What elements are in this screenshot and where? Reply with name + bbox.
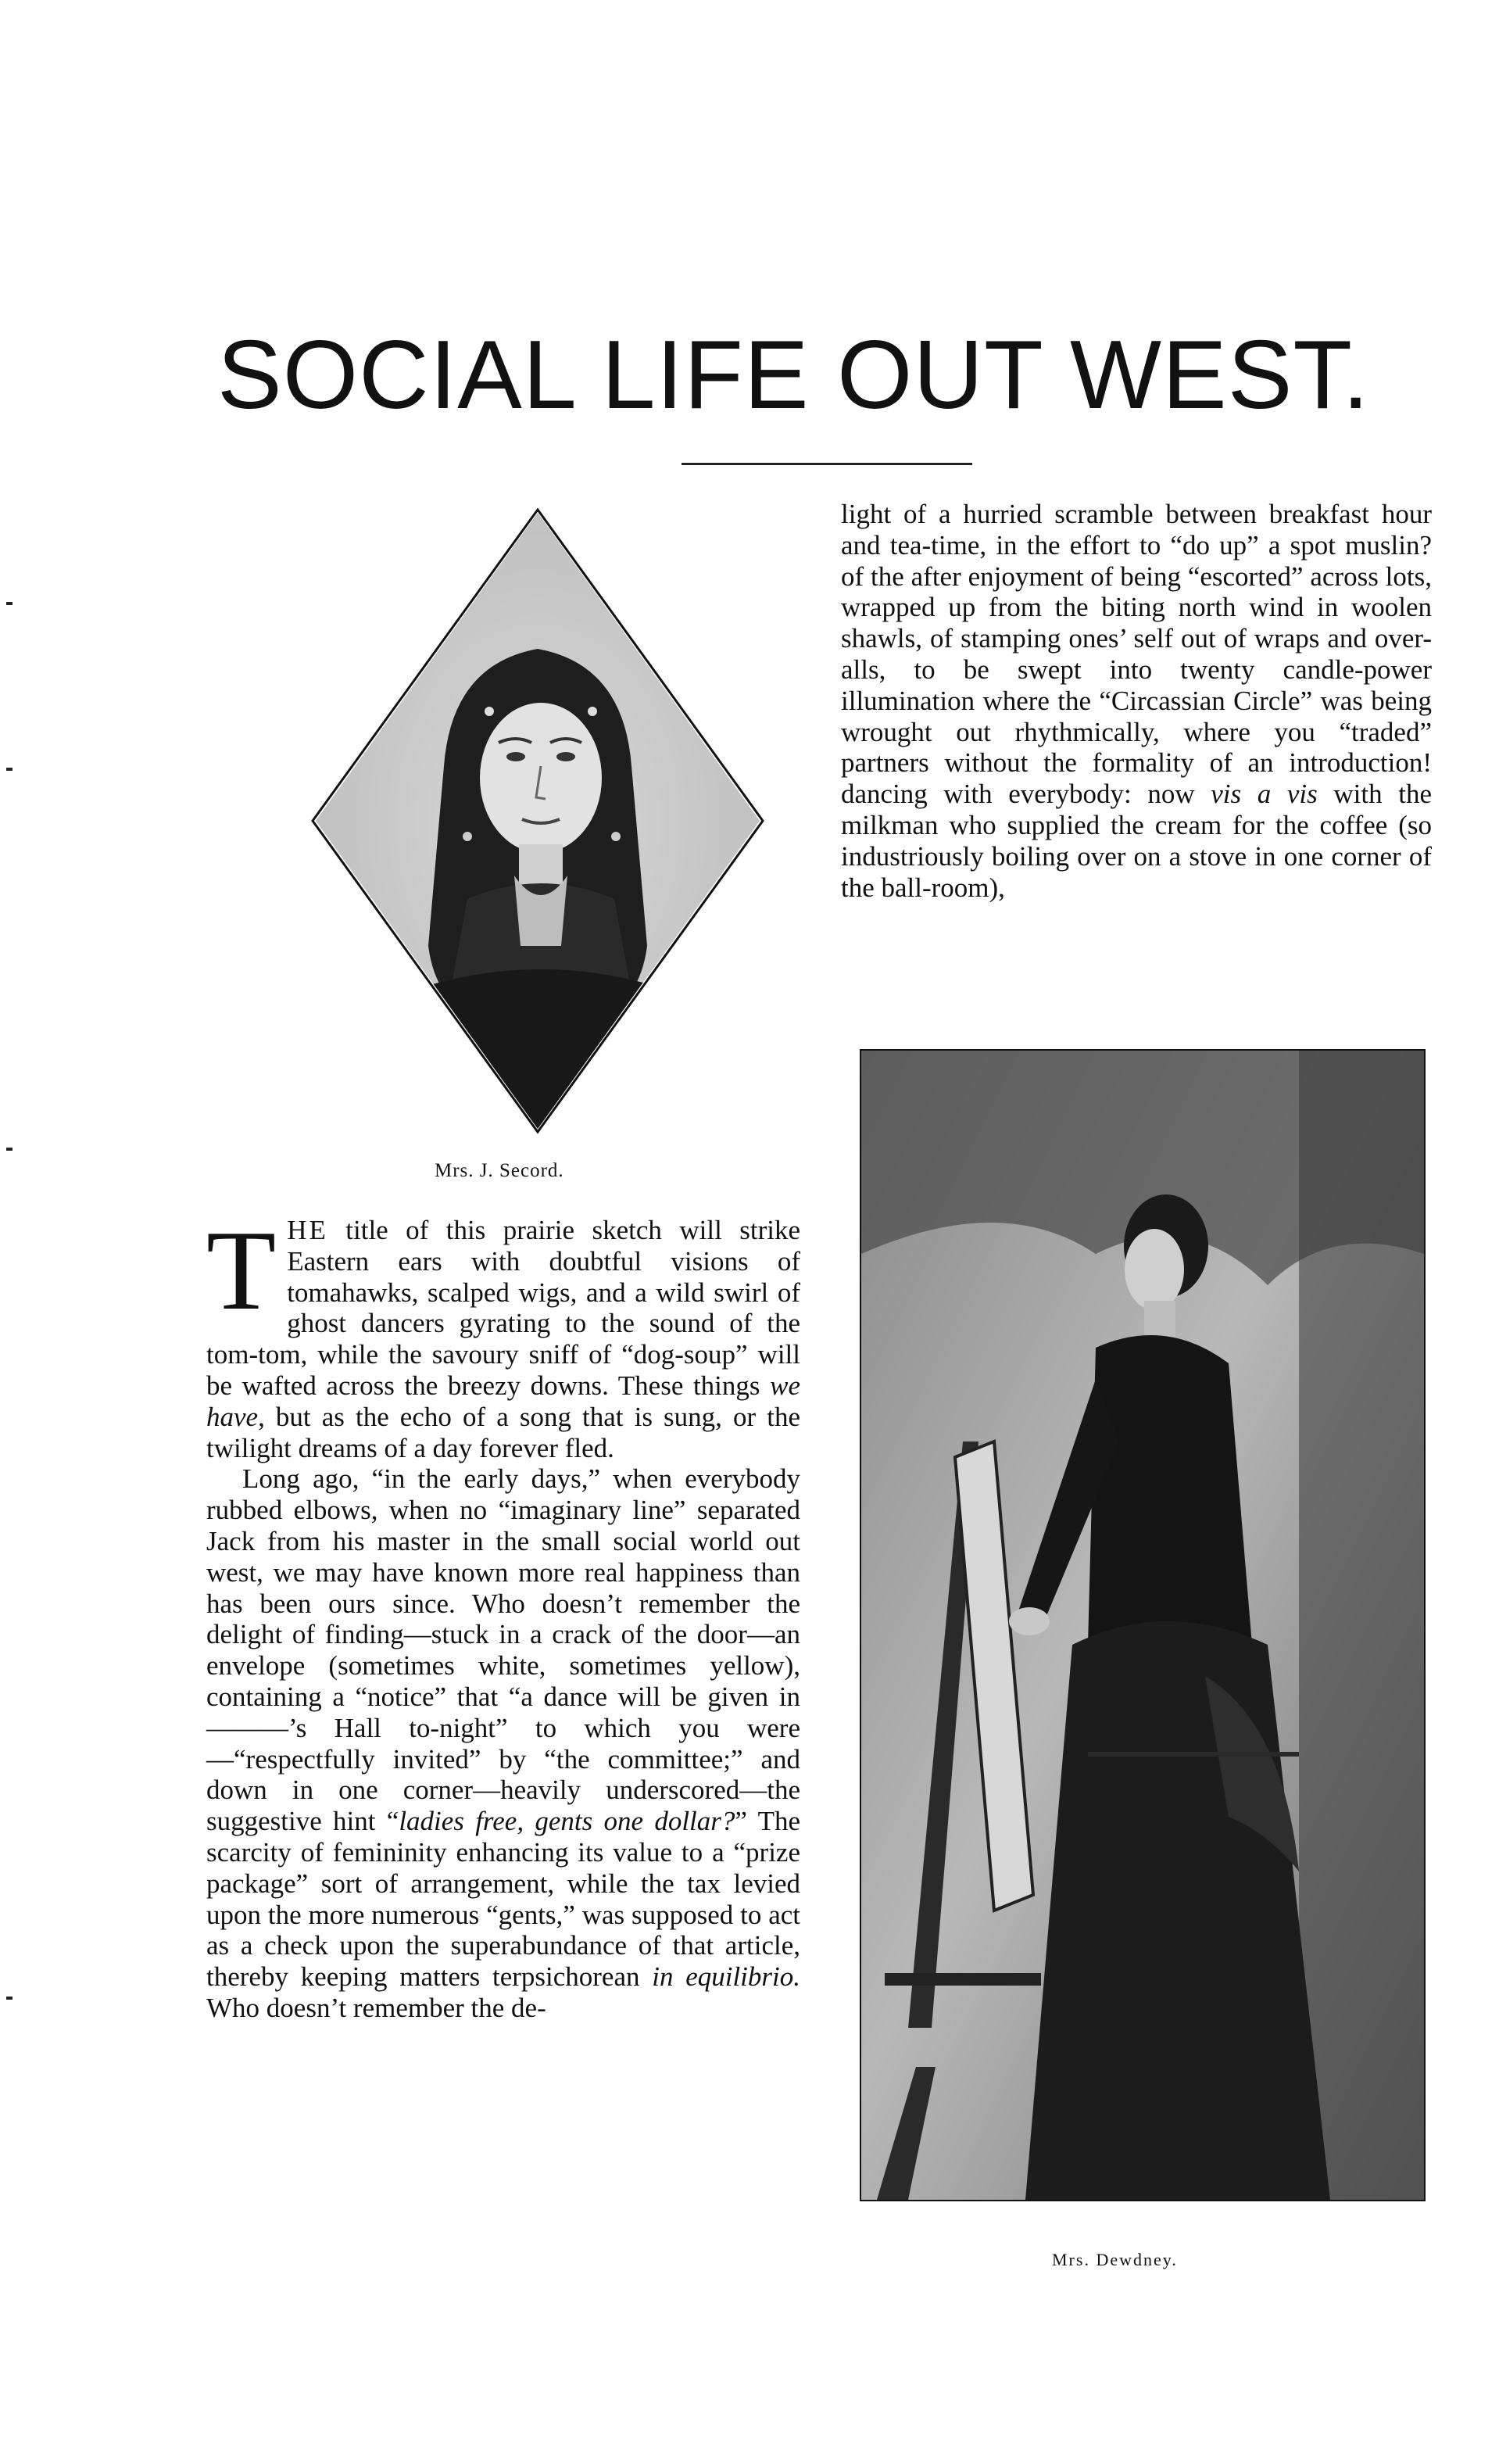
portrait-secord-caption: Mrs. J. Secord. [435,1160,564,1181]
photo-dewdney-caption: Mrs. Dewdney. [1052,2250,1178,2269]
paragraph-1-text: title of this prairie sketch will strike Eastern ears with doubtful visions of tomahawks, scalped wigs, and a wild swirl of ghost dancers gyrating to the sound of the tom-tom, while the savoury sniff of “dog-soup” will be wafted across the breezy downs. These things [206,1215,800,1401]
portrait-secord [311,508,764,1134]
lead-caps: HE [287,1215,328,1245]
paragraph-2-emphasis-b: in equilibrio. [652,1961,800,1993]
scan-mark [6,1997,13,2000]
scan-mark [6,768,13,771]
article-title: SOCIAL LIFE OUT WEST. [217,321,1370,429]
paragraph-2-text-c: Who doesn’t remember the de- [206,1992,546,2023]
photo-dewdney [860,1049,1426,2201]
paragraph-2-text-a: Long ago, “in the early days,” when everybody rubbed elbows, when no “imaginary line” separated Jack from his master in the small social world out west, we may have known more real happiness than has been ours since. Who doesn’t remember the delight of finding—stuck in a crack of the door—an envelope (sometimes white, sometimes yellow), containing a “notice” that “a dance will be given in ———’s Hall to-night” to which you were—“respectfully invited” by “the committee;” and down in one corner—heavily underscored—the suggestive hint “ [206,1463,800,1837]
paragraph-3 [841,499,1432,903]
paragraph-1-emphasis: we have [206,1370,800,1432]
title-rule [682,463,972,465]
scan-mark [6,602,13,605]
photo-dewdney-image [861,1051,1424,2200]
paragraph-1 [206,1207,800,1463]
paragraph-3-text-b: with the milkman who supplied the cream for the coffee (so industriously boiling over on a stove in one corner of the ball-room), [841,779,1432,903]
paragraph-2-text-b: ” The scarcity of femininity enhancing its value to a “prize package” sort of arrangement, while the tax levied upon the more numerous “gents,” was supposed to act as a check upon the superabundance of that article, thereby keeping matters terpsichorean [206,1806,800,1993]
drop-cap: T [206,1207,277,1334]
paragraph-2-emphasis-a: ladies free, gents one dollar? [399,1806,735,1837]
scan-mark [6,1148,13,1151]
paragraph-3-text-a: light of a hurried scramble between breakfast hour and tea-time, in the effort to “do up” a spot muslin? of the after enjoyment of being “escorted” across lots, wrapped up from the biting north wind in woolen shawls, of stamping ones’ self out of wraps and over-alls, to be swept into twenty candle-power illumination where the “Circassian Circle” was being wrought out rhythmically, where you “traded” partners without the formality of an introduction! dancing with everybody: now [841,499,1432,810]
paragraph-3-emphasis: vis a vis [1211,779,1318,810]
paragraph-1-end: , but as the echo of a song that is sung, or the twilight dreams of a day forever fled. [206,1401,800,1463]
portrait-secord-image [311,508,764,1134]
left-column [206,1207,800,2024]
paragraph-2 [206,1463,800,2023]
right-column [841,499,1432,903]
